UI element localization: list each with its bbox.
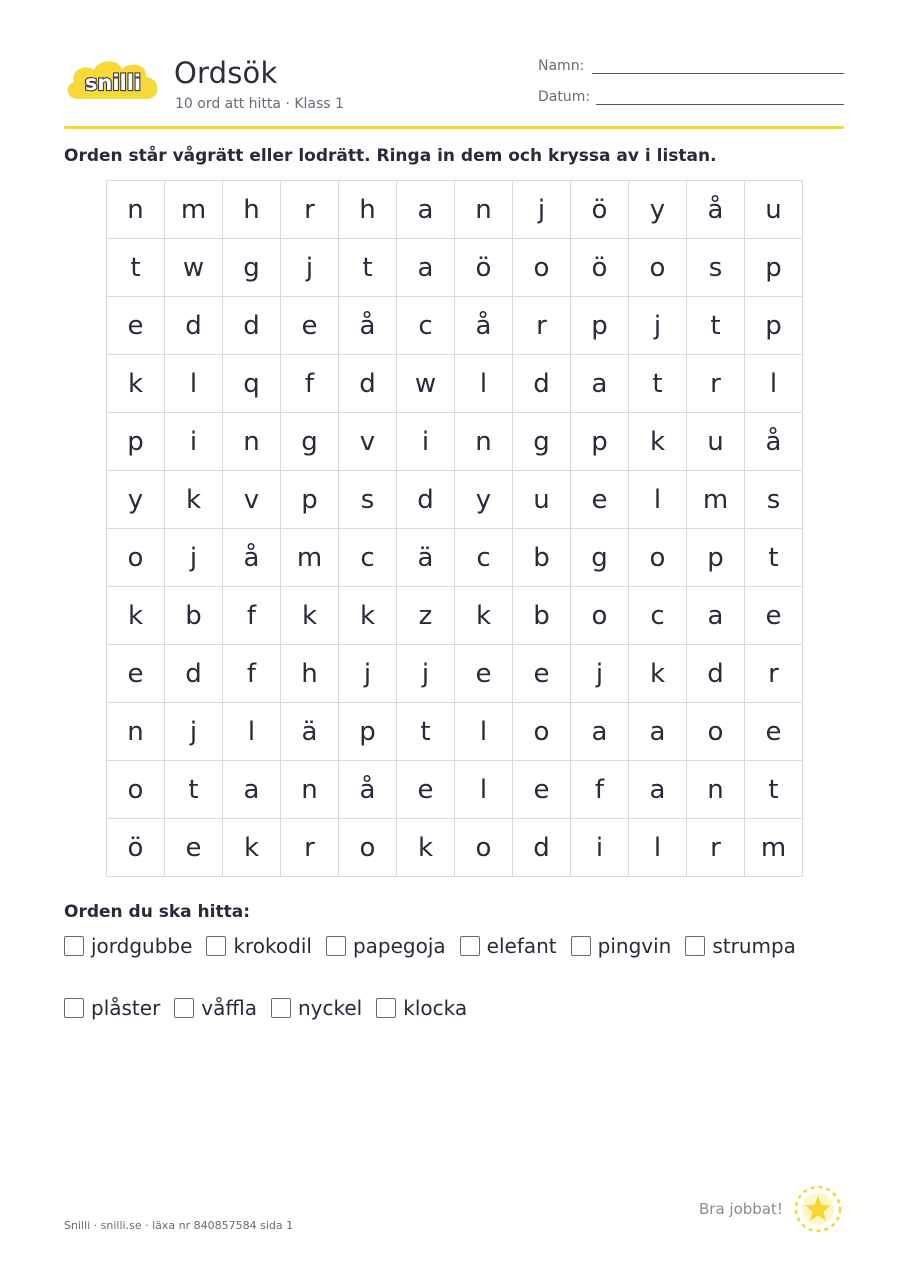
- grid-cell[interactable]: d: [223, 297, 281, 355]
- grid-cell[interactable]: t: [687, 297, 745, 355]
- grid-cell[interactable]: f: [571, 761, 629, 819]
- grid-cell[interactable]: t: [339, 239, 397, 297]
- grid-cell[interactable]: d: [339, 355, 397, 413]
- grid-cell[interactable]: å: [339, 297, 397, 355]
- word-checkbox[interactable]: [64, 936, 84, 956]
- grid-cell[interactable]: d: [165, 297, 223, 355]
- grid-cell[interactable]: p: [107, 413, 165, 471]
- grid-cell[interactable]: k: [107, 355, 165, 413]
- word-checkbox[interactable]: [326, 936, 346, 956]
- word-checkbox[interactable]: [376, 998, 396, 1018]
- grid-cell[interactable]: t: [397, 703, 455, 761]
- grid-cell[interactable]: n: [455, 413, 513, 471]
- grid-cell[interactable]: a: [397, 181, 455, 239]
- word-list: [64, 934, 844, 1020]
- word-search-grid: [106, 180, 803, 877]
- word-label: plåster: [91, 996, 161, 1020]
- grid-cell[interactable]: d: [687, 645, 745, 703]
- grid-cell[interactable]: s: [687, 239, 745, 297]
- word-label: papegoja: [352, 934, 446, 958]
- grid-cell[interactable]: q: [223, 355, 281, 413]
- grid-cell[interactable]: d: [513, 819, 571, 877]
- grid-cell[interactable]: e: [107, 645, 165, 703]
- star-badge-icon: [793, 1184, 843, 1234]
- grid-cell[interactable]: t: [745, 529, 803, 587]
- grid-cell[interactable]: y: [107, 471, 165, 529]
- word-label: jordgubbe: [91, 934, 193, 958]
- grid-cell[interactable]: r: [687, 819, 745, 877]
- grid-cell[interactable]: k: [455, 587, 513, 645]
- grid-cell[interactable]: h: [223, 181, 281, 239]
- snilli-logo: [64, 55, 162, 109]
- grid-cell[interactable]: ö: [455, 239, 513, 297]
- grid-cell[interactable]: e: [513, 645, 571, 703]
- grid-cell[interactable]: n: [107, 181, 165, 239]
- grid-cell[interactable]: a: [687, 587, 745, 645]
- word-item: [460, 934, 557, 958]
- grid-cell[interactable]: l: [455, 761, 513, 819]
- word-item: [326, 934, 446, 958]
- word-label: strumpa: [712, 934, 796, 958]
- grid-cell[interactable]: o: [687, 703, 745, 761]
- grid-cell[interactable]: j: [397, 645, 455, 703]
- grid-cell[interactable]: m: [745, 819, 803, 877]
- instructions: Orden står vågrätt eller lodrätt. Ringa in dem och kryssa av i listan.: [64, 146, 717, 166]
- grid-cell[interactable]: l: [629, 819, 687, 877]
- grid-cell[interactable]: d: [513, 355, 571, 413]
- grid-cell[interactable]: v: [339, 413, 397, 471]
- word-label: krokodil: [233, 934, 312, 958]
- grid-cell[interactable]: ä: [281, 703, 339, 761]
- grid-cell[interactable]: p: [745, 297, 803, 355]
- grid-cell[interactable]: l: [455, 703, 513, 761]
- grid-cell[interactable]: b: [513, 587, 571, 645]
- grid-cell[interactable]: b: [165, 587, 223, 645]
- grid-cell[interactable]: e: [107, 297, 165, 355]
- grid-cell[interactable]: s: [339, 471, 397, 529]
- grid-cell[interactable]: o: [571, 587, 629, 645]
- grid-cell[interactable]: u: [745, 181, 803, 239]
- grid-cell[interactable]: o: [513, 703, 571, 761]
- grid-cell[interactable]: t: [107, 239, 165, 297]
- grid-cell[interactable]: i: [571, 819, 629, 877]
- page-title: Ordsök: [174, 56, 278, 90]
- grid-cell[interactable]: t: [629, 355, 687, 413]
- grid-cell[interactable]: a: [571, 355, 629, 413]
- date-field[interactable]: [596, 104, 844, 105]
- grid-cell[interactable]: k: [165, 471, 223, 529]
- grid-cell[interactable]: m: [687, 471, 745, 529]
- grid-cell[interactable]: h: [339, 181, 397, 239]
- word-checkbox[interactable]: [206, 936, 226, 956]
- grid-cell[interactable]: a: [571, 703, 629, 761]
- grid-cell[interactable]: m: [165, 181, 223, 239]
- grid-cell[interactable]: c: [397, 297, 455, 355]
- grid-cell[interactable]: j: [571, 645, 629, 703]
- word-item: [64, 996, 160, 1020]
- grid-cell[interactable]: r: [687, 355, 745, 413]
- grid-cell[interactable]: t: [165, 761, 223, 819]
- word-checkbox[interactable]: [64, 998, 84, 1018]
- grid-cell[interactable]: ä: [397, 529, 455, 587]
- grid-cell[interactable]: l: [165, 355, 223, 413]
- grid-cell[interactable]: f: [281, 355, 339, 413]
- grid-cell[interactable]: å: [339, 761, 397, 819]
- grid-cell[interactable]: i: [165, 413, 223, 471]
- name-field[interactable]: [592, 73, 844, 74]
- grid-cell[interactable]: å: [455, 297, 513, 355]
- date-field-label: Datum:: [538, 89, 591, 105]
- word-checkbox[interactable]: [174, 998, 194, 1018]
- grid-cell[interactable]: e: [571, 471, 629, 529]
- word-item: [271, 996, 362, 1020]
- word-checkbox[interactable]: [460, 936, 480, 956]
- grid-cell[interactable]: r: [745, 645, 803, 703]
- grid-cell[interactable]: c: [629, 587, 687, 645]
- grid-cell[interactable]: n: [687, 761, 745, 819]
- word-item: [571, 934, 672, 958]
- grid-cell[interactable]: j: [165, 703, 223, 761]
- svg-text:snilli: snilli: [84, 71, 142, 95]
- word-checkbox[interactable]: [685, 936, 705, 956]
- grid-cell[interactable]: r: [281, 181, 339, 239]
- grid-cell[interactable]: l: [629, 471, 687, 529]
- grid-cell[interactable]: p: [745, 239, 803, 297]
- grid-cell[interactable]: n: [223, 413, 281, 471]
- word-label: elefant: [486, 934, 557, 958]
- grid-cell[interactable]: e: [165, 819, 223, 877]
- grid-cell[interactable]: ö: [107, 819, 165, 877]
- grid-cell[interactable]: f: [223, 645, 281, 703]
- grid-cell[interactable]: y: [455, 471, 513, 529]
- grid-cell[interactable]: k: [629, 413, 687, 471]
- grid-cell[interactable]: k: [397, 819, 455, 877]
- grid-cell[interactable]: j: [281, 239, 339, 297]
- word-label: våffla: [201, 996, 257, 1020]
- grid-cell[interactable]: o: [629, 529, 687, 587]
- grid-cell[interactable]: l: [223, 703, 281, 761]
- grid-cell[interactable]: o: [513, 239, 571, 297]
- grid-cell[interactable]: f: [223, 587, 281, 645]
- page-subtitle: 10 ord att hitta · Klass 1: [175, 96, 344, 112]
- words-heading: Orden du ska hitta:: [64, 902, 251, 922]
- grid-cell[interactable]: l: [745, 355, 803, 413]
- grid-cell[interactable]: a: [397, 239, 455, 297]
- grid-cell[interactable]: j: [513, 181, 571, 239]
- grid-cell[interactable]: ö: [571, 181, 629, 239]
- grid-cell[interactable]: e: [281, 297, 339, 355]
- grid-cell[interactable]: e: [513, 761, 571, 819]
- grid-cell[interactable]: k: [339, 587, 397, 645]
- grid-cell[interactable]: w: [397, 355, 455, 413]
- grid-cell[interactable]: u: [513, 471, 571, 529]
- grid-cell[interactable]: o: [107, 529, 165, 587]
- grid-cell[interactable]: a: [629, 761, 687, 819]
- grid-cell[interactable]: a: [629, 703, 687, 761]
- grid-cell[interactable]: k: [107, 587, 165, 645]
- grid-cell[interactable]: e: [397, 761, 455, 819]
- grid-cell[interactable]: y: [629, 181, 687, 239]
- grid-cell[interactable]: e: [745, 703, 803, 761]
- grid-cell[interactable]: g: [223, 239, 281, 297]
- grid-cell[interactable]: o: [455, 819, 513, 877]
- praise-text: Bra jobbat!: [699, 1200, 783, 1218]
- word-item: [376, 996, 467, 1020]
- grid-cell[interactable]: t: [745, 761, 803, 819]
- grid-cell[interactable]: b: [513, 529, 571, 587]
- grid-cell[interactable]: a: [223, 761, 281, 819]
- grid-cell[interactable]: c: [455, 529, 513, 587]
- word-item: [206, 934, 312, 958]
- grid-cell[interactable]: o: [339, 819, 397, 877]
- grid-cell[interactable]: v: [223, 471, 281, 529]
- footer-text: Snilli · snilli.se · läxa nr 840857584 sida 1: [64, 1219, 294, 1232]
- grid-cell[interactable]: k: [223, 819, 281, 877]
- grid-cell[interactable]: p: [687, 529, 745, 587]
- grid-cell[interactable]: ö: [571, 239, 629, 297]
- grid-cell[interactable]: o: [629, 239, 687, 297]
- grid-cell[interactable]: d: [397, 471, 455, 529]
- grid-cell[interactable]: h: [281, 645, 339, 703]
- word-item: [174, 996, 257, 1020]
- header-divider: [64, 126, 844, 129]
- grid-cell[interactable]: k: [281, 587, 339, 645]
- grid-cell[interactable]: s: [745, 471, 803, 529]
- grid-cell[interactable]: å: [745, 413, 803, 471]
- grid-cell[interactable]: p: [281, 471, 339, 529]
- grid-cell[interactable]: n: [281, 761, 339, 819]
- grid-cell[interactable]: j: [339, 645, 397, 703]
- word-label: klocka: [403, 996, 468, 1020]
- grid-cell[interactable]: g: [513, 413, 571, 471]
- grid-cell[interactable]: i: [397, 413, 455, 471]
- name-field-label: Namn:: [538, 58, 585, 74]
- word-checkbox[interactable]: [571, 936, 591, 956]
- grid-cell[interactable]: j: [629, 297, 687, 355]
- grid-cell[interactable]: e: [455, 645, 513, 703]
- grid-cell[interactable]: l: [455, 355, 513, 413]
- grid-cell[interactable]: p: [571, 413, 629, 471]
- word-item: [64, 934, 192, 958]
- grid-cell[interactable]: d: [165, 645, 223, 703]
- word-label: nyckel: [297, 996, 363, 1020]
- grid-cell[interactable]: c: [339, 529, 397, 587]
- grid-cell[interactable]: å: [687, 181, 745, 239]
- grid-cell[interactable]: u: [687, 413, 745, 471]
- grid-cell[interactable]: w: [165, 239, 223, 297]
- grid-cell[interactable]: m: [281, 529, 339, 587]
- grid-cell[interactable]: p: [571, 297, 629, 355]
- grid-cell[interactable]: e: [745, 587, 803, 645]
- grid-cell[interactable]: k: [629, 645, 687, 703]
- grid-cell[interactable]: o: [107, 761, 165, 819]
- word-label: pingvin: [597, 934, 672, 958]
- word-checkbox[interactable]: [271, 998, 291, 1018]
- grid-cell[interactable]: n: [455, 181, 513, 239]
- grid-cell[interactable]: n: [107, 703, 165, 761]
- grid-cell[interactable]: g: [281, 413, 339, 471]
- grid-cell[interactable]: z: [397, 587, 455, 645]
- grid-cell[interactable]: r: [281, 819, 339, 877]
- grid-cell[interactable]: r: [513, 297, 571, 355]
- word-item: [685, 934, 796, 958]
- grid-cell[interactable]: p: [339, 703, 397, 761]
- grid-cell[interactable]: å: [223, 529, 281, 587]
- grid-cell[interactable]: j: [165, 529, 223, 587]
- grid-cell[interactable]: g: [571, 529, 629, 587]
